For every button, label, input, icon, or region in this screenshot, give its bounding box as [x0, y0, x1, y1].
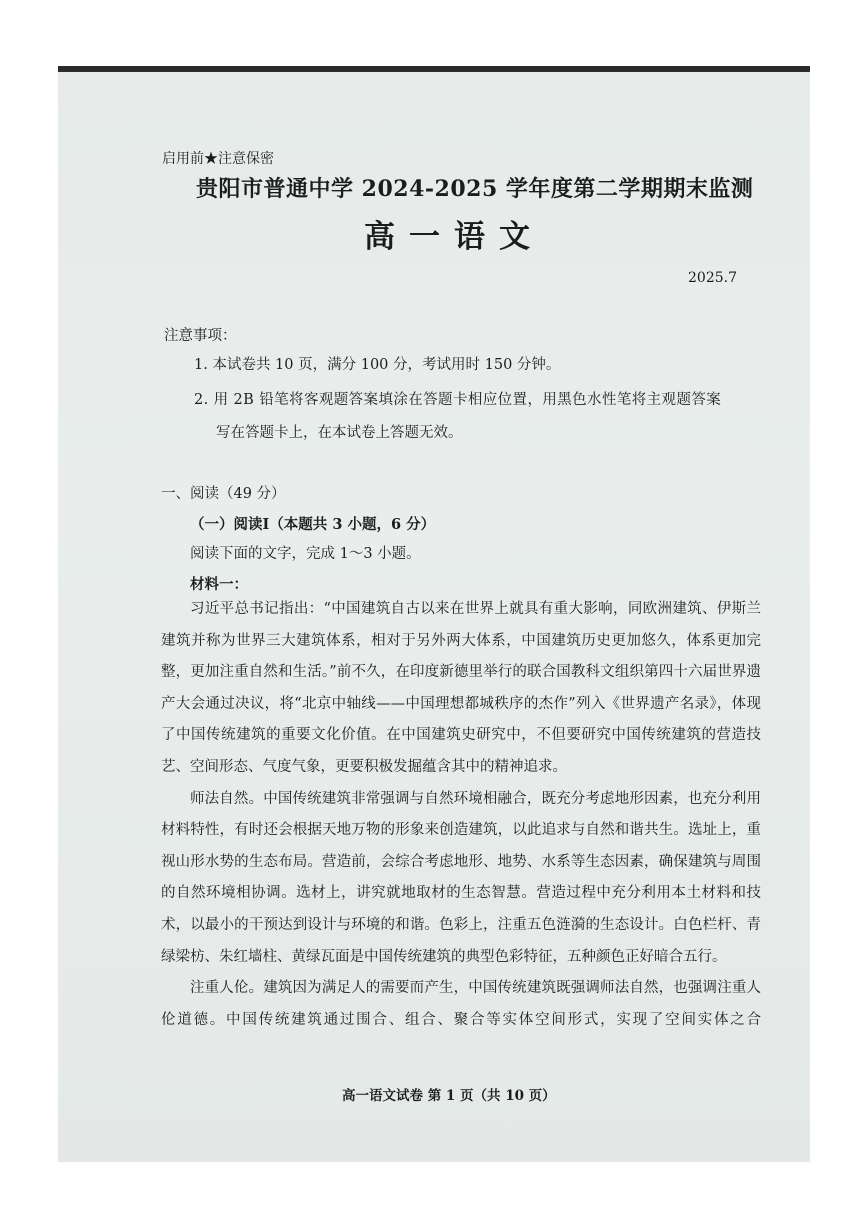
reading-instruction: 阅读下面的文字，完成 1～3 小题。 — [190, 546, 421, 562]
confidential-label: 启用前★注意保密 — [162, 151, 274, 167]
exam-title: 贵阳市普通中学 2024-2025 学年度第二学期期末监测 — [196, 176, 754, 202]
exam-paper — [58, 66, 810, 1162]
section-heading: 一、阅读（49 分） — [161, 486, 286, 502]
notice-heading: 注意事项： — [164, 328, 237, 344]
material-label: 材料一： — [190, 576, 248, 593]
subsection-heading: （一）阅读Ⅰ（本题共 3 小题，6 分） — [190, 516, 436, 533]
passage-body — [161, 594, 761, 1036]
passage-paragraph-3: 注重人伦。建筑因为满足人的需要而产生，中国传统建筑既强调师法自然，也强调注重人伦道德。中国传统建筑通过围合、组合、聚合等实体空间形式，实现了空间实体之合 — [161, 980, 761, 1028]
notice-item-2-continued: 写在答题卡上，在本试卷上答题无效。 — [216, 425, 463, 441]
subject-title: 高一语文 — [364, 219, 544, 255]
page-footer: 高一语文试卷 第 1 页（共 10 页） — [342, 1088, 556, 1104]
passage-paragraph-2: 师法自然。中国传统建筑非常强调与自然环境相融合，既充分考虑地形因素，也充分利用材料特性，有时还会根据天地万物的形象来创造建筑，以此追求与自然和谐共生。选址上，重视山形水势的生态布局。营造前，会综合考虑地形、地势、水系等生态因素，确保建筑与周围的自然环境相协调。选材上，讲究就地取材的生态智慧。营造过程中充分利用本土材料和技术，以最小的干预达到设计与环境的和谐。色彩上，注重五色涟漪的生态设计。白色栏杆、青绿梁枋、朱红墙柱、黄绿瓦面是中国传统建筑的典型色彩特征，五种颜色正好暗合五行。 — [161, 790, 761, 965]
exam-date: 2025.7 — [688, 270, 737, 286]
notice-item-2: 2. 用 2B 铅笔将客观题答案填涂在答题卡相应位置，用黑色水性笔将主观题答案 — [194, 392, 722, 408]
notice-item-1: 1. 本试卷共 10 页，满分 100 分，考试用时 150 分钟。 — [194, 357, 561, 373]
scan-edge — [58, 66, 810, 72]
passage-paragraph-1: 习近平总书记指出：“中国建筑自古以来在世界上就具有重大影响，同欧洲建筑、伊斯兰建筑并称为世界三大建筑体系，相对于另外两大体系，中国建筑历史更加悠久，体系更加完整，更加注重自然和生活。”前不久，在印度新德里举行的联合国教科文组织第四十六届世界遗产大会通过决议，将“北京中轴线——中国理想都城秩序的杰作”列入《世界遗产名录》，体现了中国传统建筑的重要文化价值。在中国建筑史研究中，不但要研究中国传统建筑的营造技艺、空间形态、气度气象，更要积极发掘蕴含其中的精神追求。 — [161, 601, 761, 775]
